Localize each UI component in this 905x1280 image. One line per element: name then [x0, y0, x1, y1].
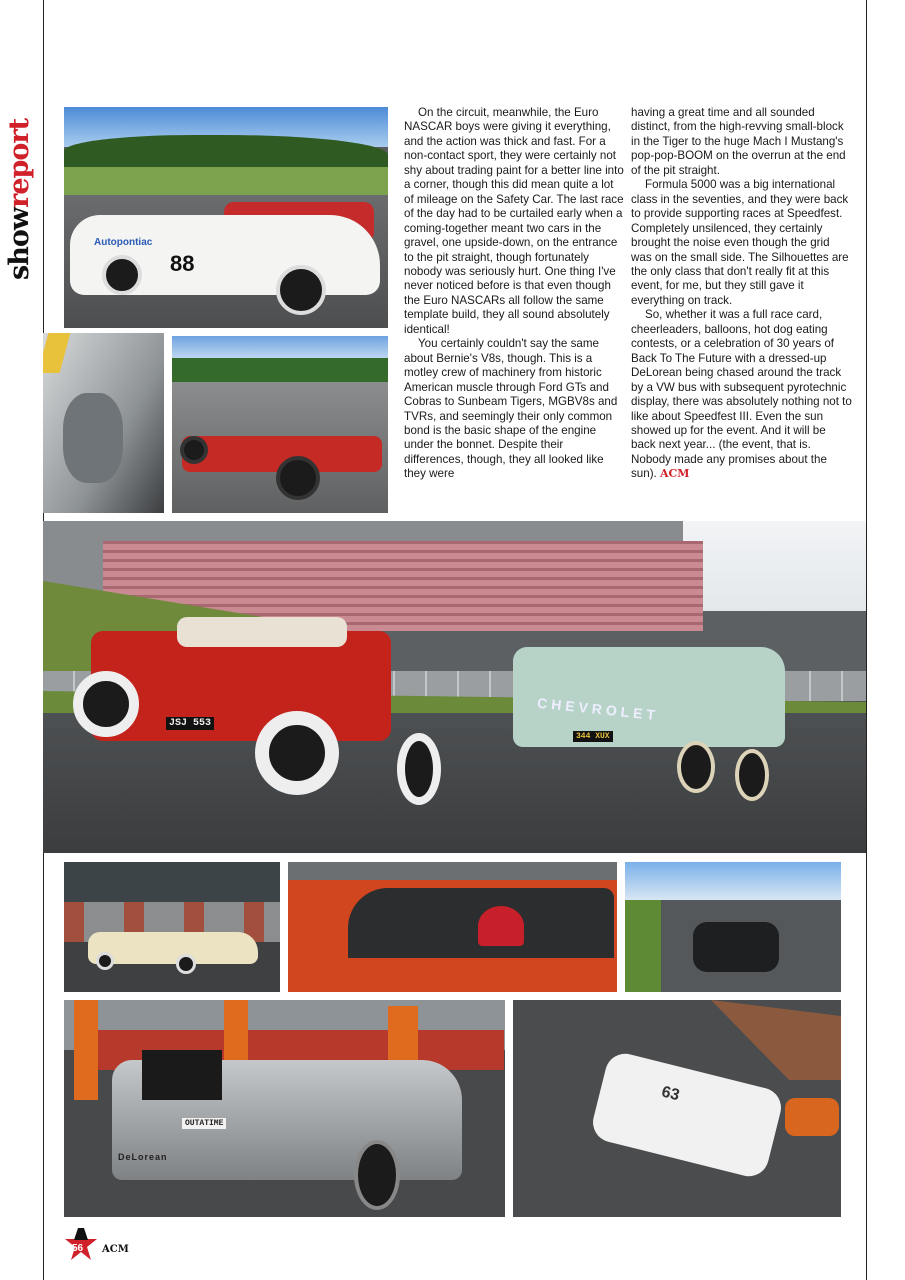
- paragraph: You certainly couldn't say the same about Bernie's V8s, though. This is a motley crew of machinery from historic American muscle through Ford GTs and Cobras to Sunbeam Tigers, MGBV8s and TVRs, and seemingly their only common bond is the basic shape of the engine under the bonnet. Despite their differences, though, they all looked like they were: [404, 337, 618, 481]
- photo-orange-car-driver: [288, 862, 617, 992]
- page-number: 56: [72, 1243, 84, 1254]
- hotrod-plate: JSJ 553: [166, 717, 214, 730]
- car-number: 63: [659, 1083, 682, 1105]
- paragraph: having a great time and all sounded distinct, from the high-revving small-block in the Tiger to the huge Mach I Mustang's pop-pop-BOOM on the overrun at the end of the pit straight.: [631, 106, 846, 177]
- photo-damaged-car: [43, 333, 164, 513]
- pickup-plate: 344 XUX: [573, 731, 613, 742]
- article-column-1: [404, 106, 626, 482]
- photo-f5000-pits: [172, 336, 388, 513]
- delorean-car: [112, 1060, 462, 1180]
- right-margin-rule: [866, 0, 867, 1280]
- chevrolet-pickup: [513, 647, 785, 747]
- red-hotrod: [91, 631, 391, 741]
- end-mark: ACM: [660, 467, 690, 481]
- paragraph: [631, 308, 853, 481]
- photo-delorean: [64, 1000, 505, 1217]
- car-number: 88: [170, 251, 195, 276]
- paragraph: On the circuit, meanwhile, the Euro NASCAR boys were giving it everything, and the action was thick and fast. For a non-contact sport, they were certainly not shy about trading paint for a better line into a corner, though this did mean quite a lot of mileage on the Safety Car. The last race of the day had to be curtailed early when a coming-together meant two cars in the gravel, one upside-down, on the entrance to the pit straight, though fortunately nobody was seriously hurt. One thing I've never noticed before is that even though the Euro NASCARs all follow the same template build, they all sound absolutely identical!: [404, 106, 624, 336]
- section-label: [4, 119, 35, 280]
- section-word-show: show: [4, 207, 35, 280]
- article-column-2: [631, 106, 853, 482]
- pickup-badge: CHEVROLET: [536, 694, 660, 724]
- paragraph: Formula 5000 was a big international class in the seventies, and they were back to provide supporting races at Speedfest. Completely unsilenced, they certainly brought the noise even though the grid was on the small side. The Silhouettes are the only class that don't really fit at this event, for me, but they still gave it everything on track.: [631, 178, 849, 307]
- car-sponsor: Autopontiac: [94, 237, 153, 248]
- delorean-badge: DeLorean: [118, 1152, 168, 1162]
- photo-nascar-grid: [64, 107, 388, 328]
- section-word-report: report: [4, 118, 35, 208]
- delorean-plate: OUTATIME: [182, 1118, 226, 1129]
- footer-brand: ACM: [102, 1244, 129, 1255]
- photo-hotrod-chevrolet-parade: [43, 521, 866, 853]
- silhouette-car: [589, 1050, 785, 1181]
- paragraph-text: So, whether it was a full race card, cheerleaders, balloons, hot dog eating contests, or a celebration of 30 years of Back To The Future with a dressed-up DeLorean being chased around the track by a VW bus with subsequent pyrotechnic display, there was absolutely nothing not to like about Speedfest III. Even the sun showed up for the event. And it will be back next year... (the event, that is. Nobody made any promises about the sun).: [631, 308, 852, 481]
- photo-cadillac-convertible: [64, 862, 280, 992]
- photo-silhouette-63: [513, 1000, 841, 1217]
- photo-mustang-grid: [625, 862, 841, 992]
